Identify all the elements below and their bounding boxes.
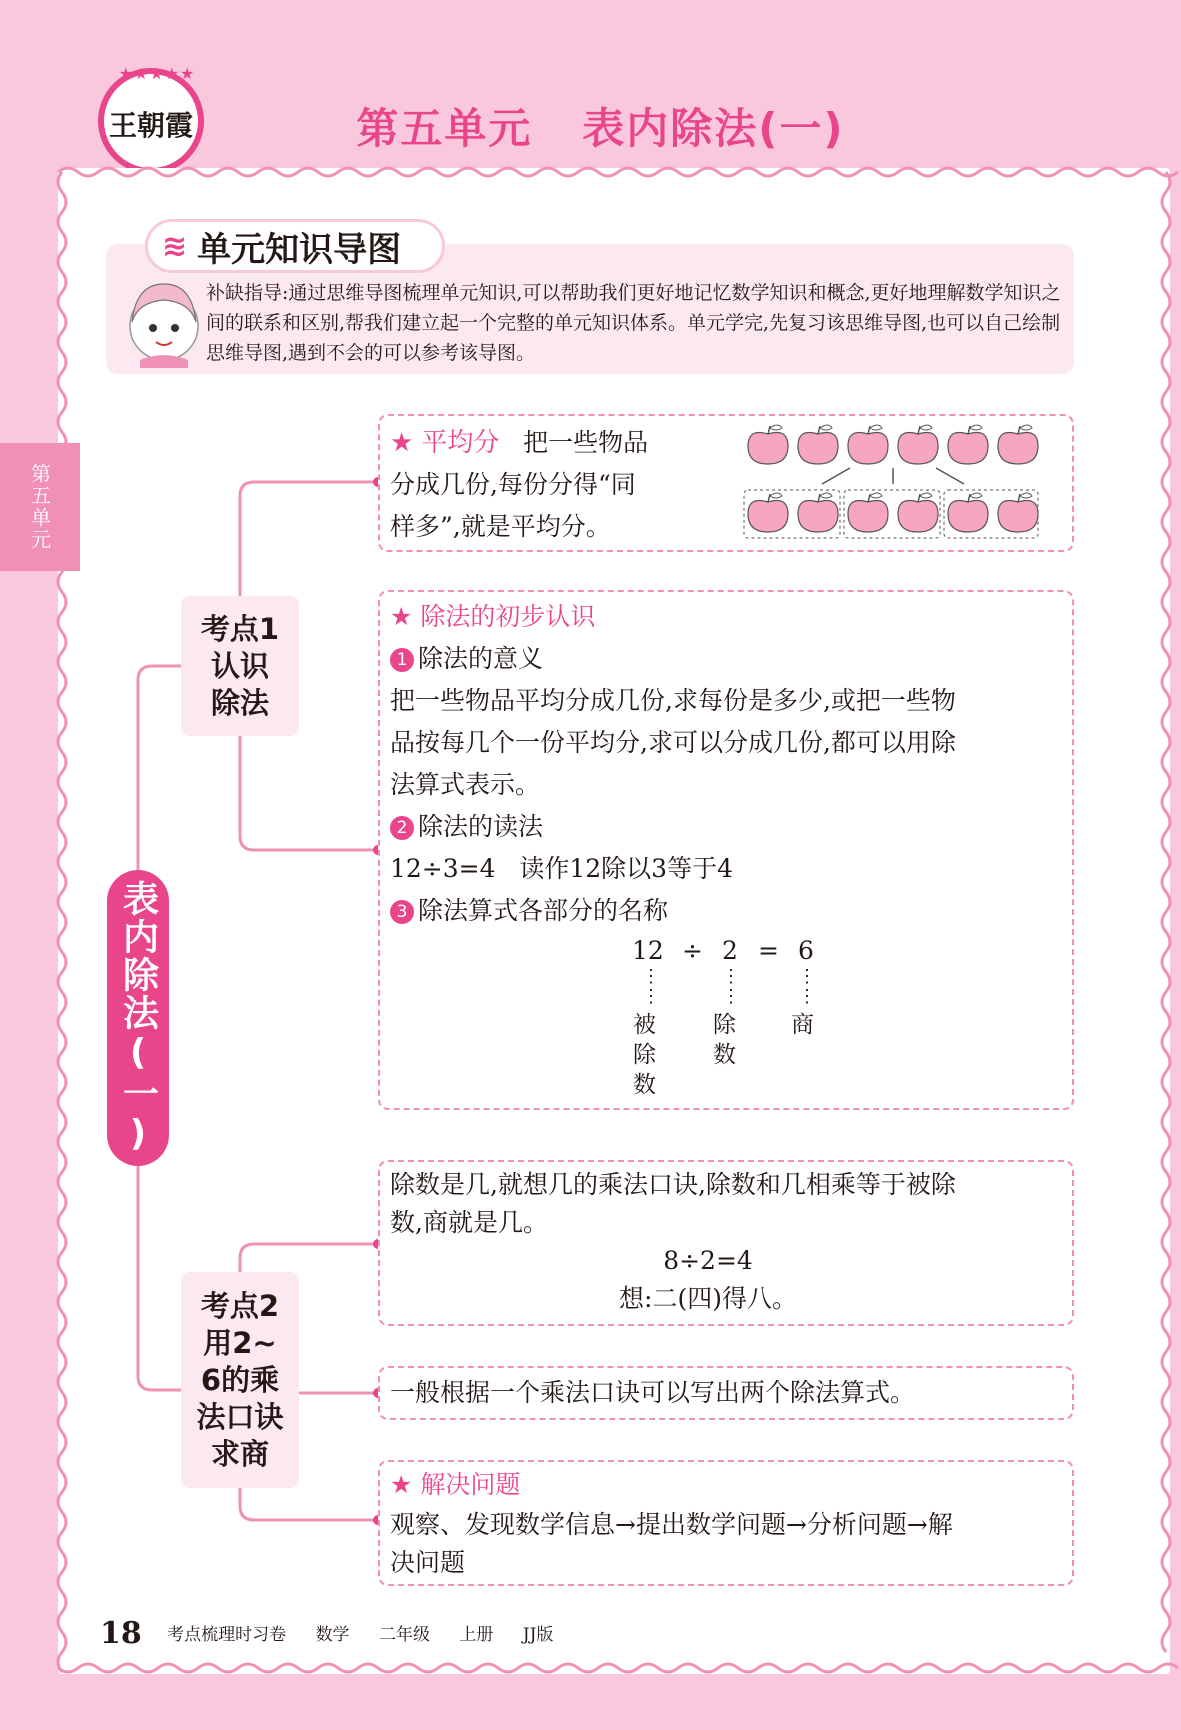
wave-icon: ≋ bbox=[162, 228, 188, 264]
apples-illustration bbox=[740, 424, 1040, 542]
rule-think: 想:二(四)得八。 bbox=[619, 1284, 797, 1313]
meaning-line: 品按每几个一份平均分,求可以分成几份,都可以用除 bbox=[390, 728, 956, 757]
kp2-line: 6的乘 bbox=[200, 1362, 280, 1397]
section-title-text: 单元知识导图 bbox=[197, 229, 402, 270]
brand-name: 王朝霞 bbox=[108, 109, 193, 142]
reading-example: 12÷3=4 读作12除以3等于4 bbox=[390, 854, 733, 883]
eq-equals: = bbox=[758, 936, 779, 965]
division-intro-content bbox=[390, 596, 1066, 932]
footer-subject: 数学 bbox=[315, 1625, 350, 1645]
dotted-pointer: ⋮ ⋮ bbox=[642, 966, 660, 1007]
eq-quotient: 6 bbox=[798, 936, 814, 965]
page-number: 18 bbox=[100, 1616, 142, 1651]
kp2-line: 用2~ bbox=[203, 1325, 277, 1360]
average-text-line: 把一些物品 bbox=[523, 428, 649, 457]
eq-dividend: 12 bbox=[632, 936, 664, 965]
average-heading: 平均分 bbox=[421, 428, 500, 458]
meaning-line: 法算式表示。 bbox=[390, 770, 541, 799]
footer-book: 考点梳理时习卷 bbox=[167, 1625, 287, 1645]
kp1-line: 考点1 bbox=[200, 611, 280, 646]
mindmap-root: 表内除法(一) bbox=[107, 870, 169, 1166]
parts-title: 除法算式各部分的名称 bbox=[418, 896, 669, 925]
kp2-line: 考点2 bbox=[200, 1288, 280, 1323]
problem-heading: 解决问题 bbox=[420, 1470, 521, 1499]
number-3-icon: 3 bbox=[390, 900, 414, 924]
problem-line: 观察、发现数学信息→提出数学问题→分析问题→解 bbox=[390, 1510, 953, 1539]
star-icon: ★★★★★ bbox=[118, 64, 196, 83]
star-icon: ★ bbox=[390, 602, 413, 631]
guide-text: 补缺指导:通过思维导图梳理单元知识,可以帮助我们更好地记忆数学知识和概念,更好地理解数学知识之间的联系和区别,帮我们建立起一个完整的单元知识体系。单元学完,先复习该思维导图,也可以自己绘制思维导图,遇到不会的可以参考该导图。 bbox=[206, 282, 1061, 364]
star-icon: ★ bbox=[390, 1470, 413, 1499]
average-content bbox=[390, 422, 700, 548]
dotted-pointer: ⋮ ⋮ bbox=[722, 966, 740, 1007]
number-1-icon: 1 bbox=[390, 648, 414, 672]
kp1-line: 除法 bbox=[210, 685, 269, 720]
kp2-line: 求商 bbox=[210, 1436, 269, 1471]
number-2-icon: 2 bbox=[390, 816, 414, 840]
unit-side-tab: 第五单元 bbox=[0, 443, 80, 571]
name-quotient: 商 bbox=[791, 1012, 814, 1038]
name-divisor: 除数 bbox=[713, 1012, 736, 1068]
star-icon: ★ bbox=[390, 428, 414, 458]
rule-line: 除数是几,就想几的乘法口诀,除数和几相乘等于被除 bbox=[390, 1170, 956, 1199]
rule-content bbox=[390, 1166, 1066, 1318]
dotted-pointer: ⋮ ⋮ bbox=[798, 966, 816, 1007]
problem-line: 决问题 bbox=[390, 1548, 466, 1577]
footer-grade: 二年级 bbox=[378, 1625, 430, 1645]
kp1-label bbox=[181, 596, 299, 736]
kp2-line: 法口诀 bbox=[196, 1399, 284, 1434]
division-intro-heading: 除法的初步认识 bbox=[420, 602, 596, 631]
average-text-line: 样多”,就是平均分。 bbox=[390, 512, 611, 541]
kp1-line: 认识 bbox=[210, 648, 269, 683]
rule-line: 数,商就是几。 bbox=[390, 1208, 548, 1237]
average-text-line: 分成几份,每份分得“同 bbox=[390, 470, 636, 499]
two-formulas-text: 一般根据一个乘法口诀可以写出两个除法算式。 bbox=[390, 1378, 916, 1407]
eq-divisor: 2 bbox=[722, 936, 738, 965]
reading-title: 除法的读法 bbox=[418, 812, 544, 841]
name-dividend: 被除数 bbox=[633, 1012, 656, 1098]
problem-content bbox=[390, 1464, 1066, 1582]
footer-volume: 上册 bbox=[459, 1625, 494, 1645]
page-footer bbox=[100, 1616, 577, 1651]
footer-edition: JJ版 bbox=[522, 1625, 554, 1645]
rule-example: 8÷2=4 bbox=[663, 1246, 753, 1275]
unit-title: 第五单元 表内除法(一) bbox=[356, 104, 845, 153]
meaning-title: 除法的意义 bbox=[418, 644, 544, 673]
meaning-line: 把一些物品平均分成几份,求每份是多少,或把一些物 bbox=[390, 686, 956, 715]
eq-operator: ÷ bbox=[682, 936, 703, 965]
kp2-label bbox=[181, 1272, 299, 1488]
